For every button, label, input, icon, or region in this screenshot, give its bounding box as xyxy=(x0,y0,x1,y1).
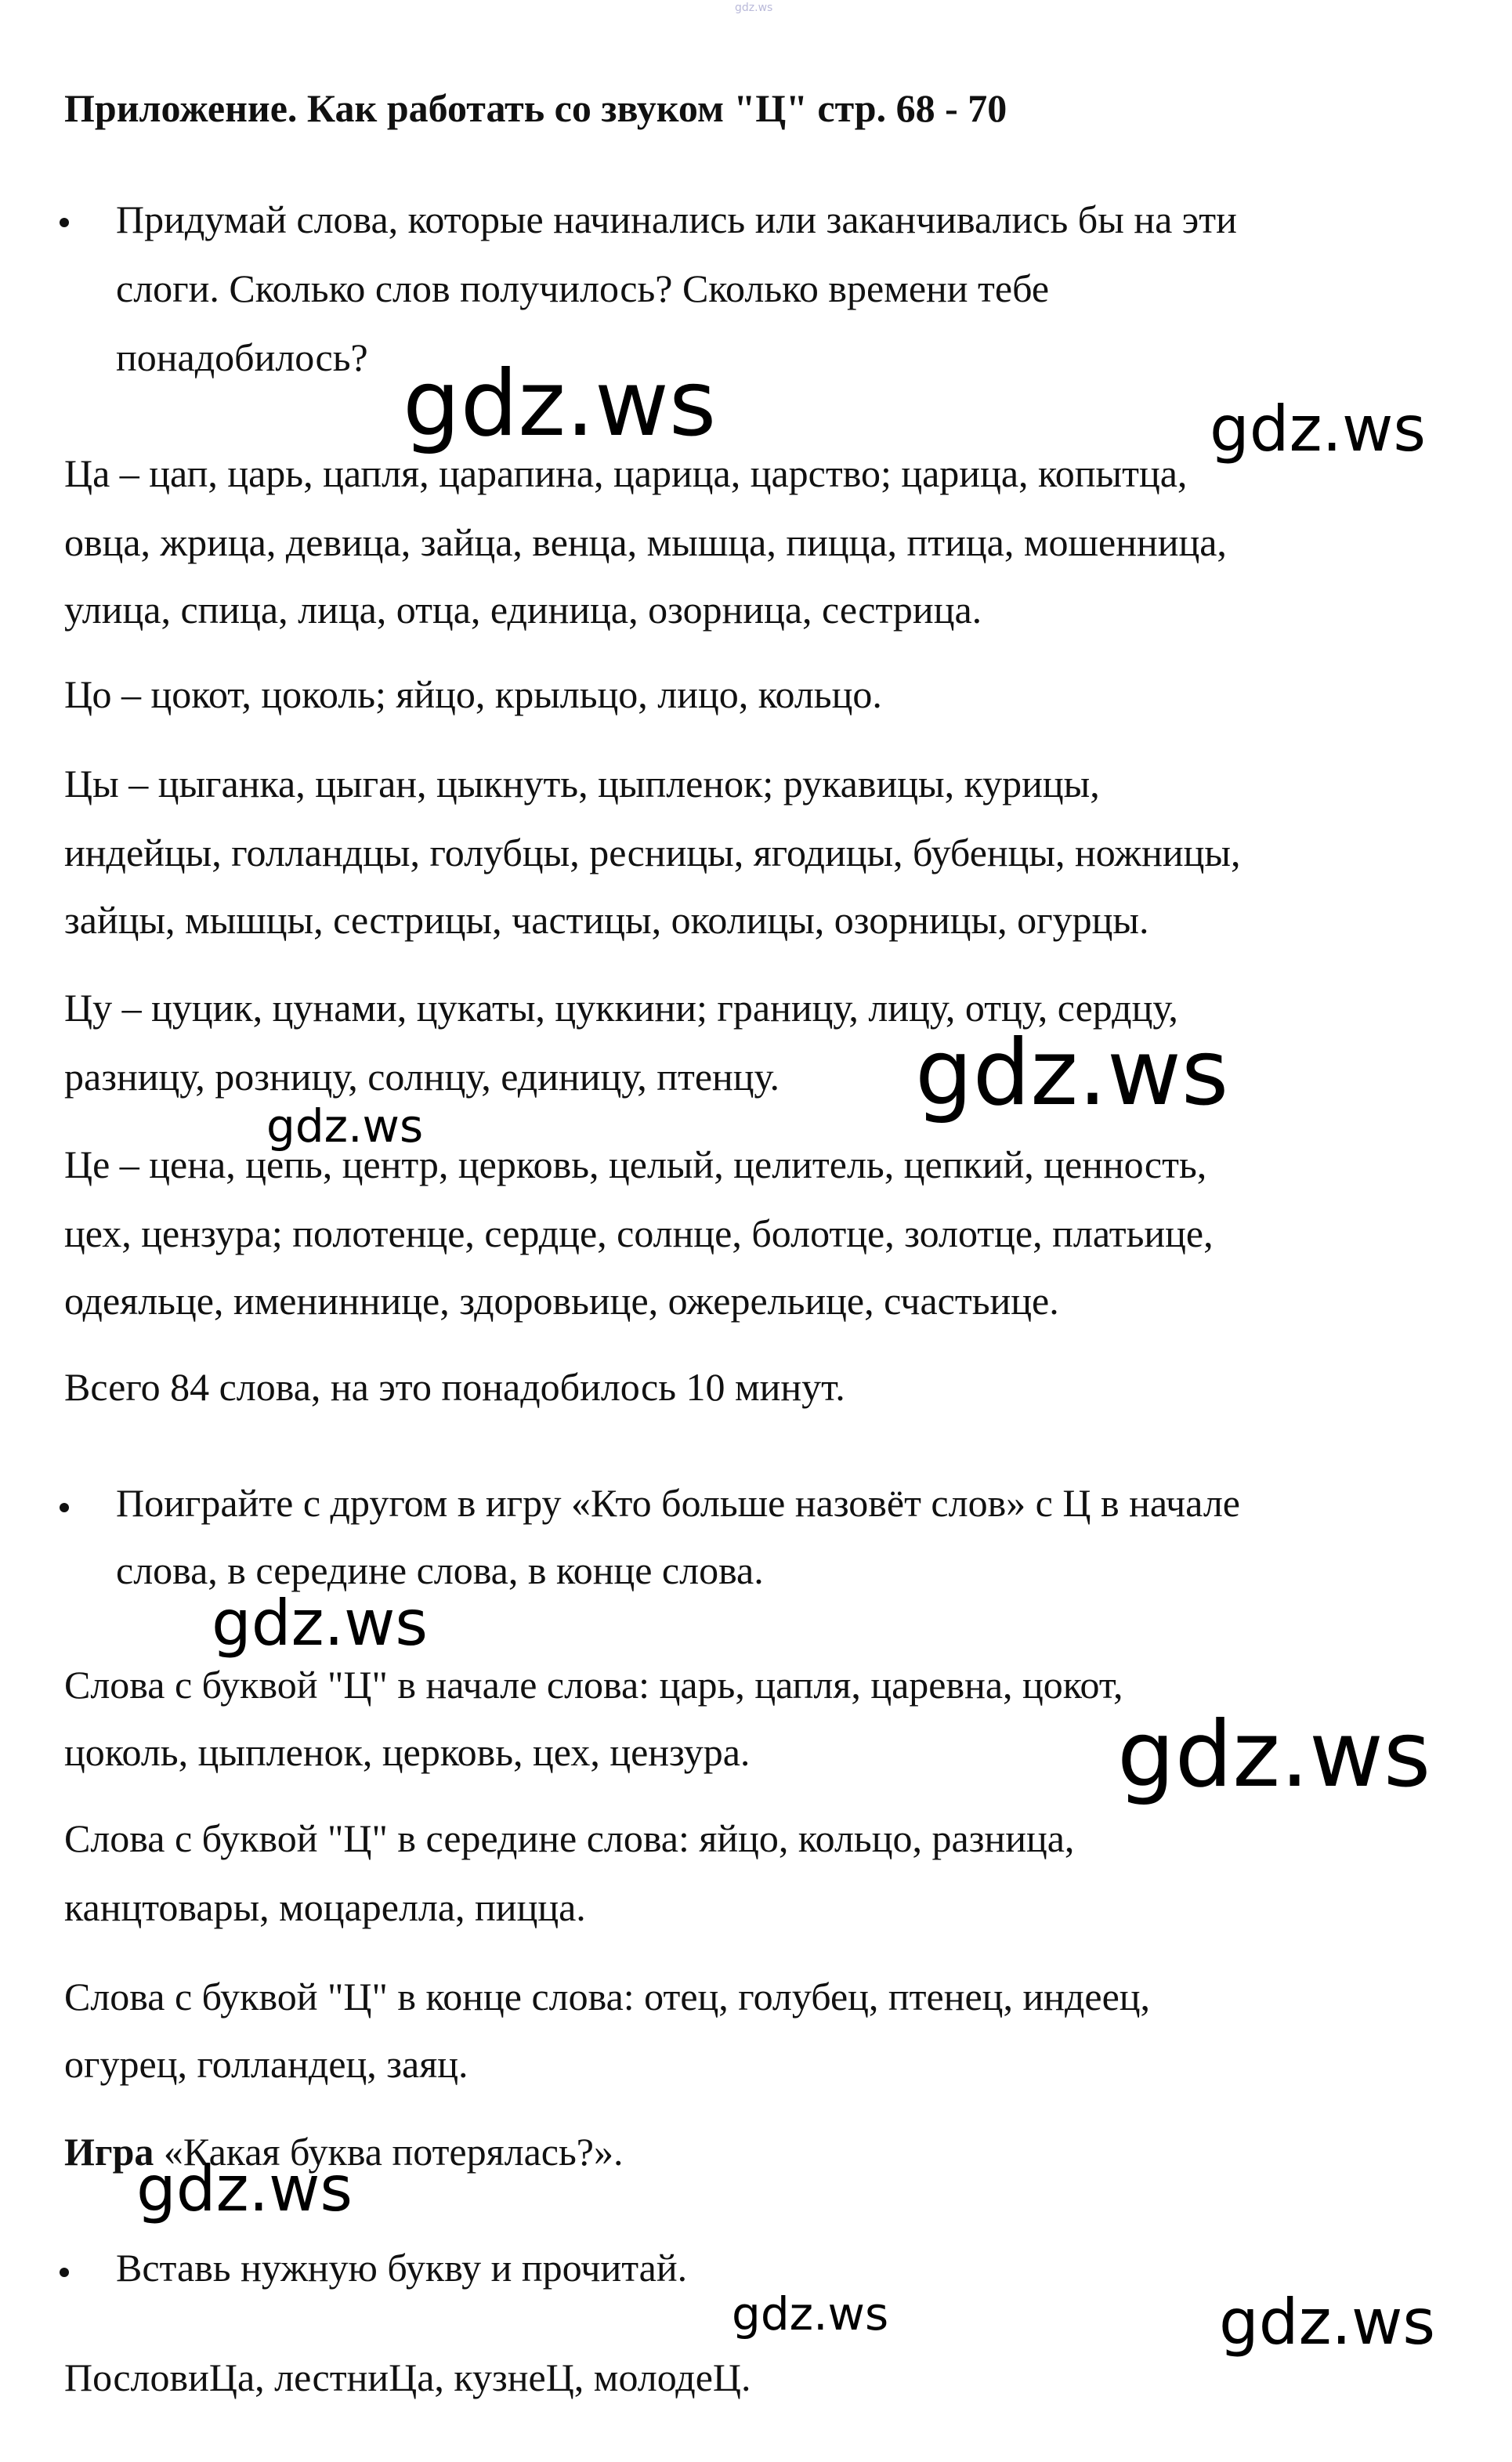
task1-line-3: понадобилось? xyxy=(116,335,368,379)
watermark: gdz.ws xyxy=(1117,1702,1431,1808)
watermark: gdz.ws xyxy=(1210,393,1427,465)
watermark: gdz.ws xyxy=(1219,2286,1436,2359)
start-line-2: цоколь, цыпленок, церковь, цех, цензура. xyxy=(64,1730,751,1774)
co-line: Цо – цокот, цоколь; яйцо, крыльцо, лицо, кольцо. xyxy=(64,672,882,716)
watermark: gdz.ws xyxy=(136,2152,353,2225)
end-line-1: Слова с буквой "Ц" в конце слова: отец, голубец, птенец, индеец, xyxy=(64,1975,1151,2018)
page-title: Приложение. Как работать со звуком "Ц" стр. 68 - 70 xyxy=(64,86,1007,130)
watermark: gdz.ws xyxy=(732,2287,889,2341)
watermark: gdz.ws xyxy=(212,1587,429,1660)
ca-line-2: овца, жрица, девица, зайца, венца, мышца, пицца, птица, мошенница, xyxy=(64,520,1227,564)
task3-line: Вставь нужную букву и прочитай. xyxy=(116,2246,688,2290)
bullet-marker xyxy=(60,218,69,227)
ce-line-1: Це – цена, цепь, центр, церковь, целый, целитель, цепкий, ценность, xyxy=(64,1142,1207,1186)
total-line: Всего 84 слова, на это понадобилось 10 минут. xyxy=(64,1365,845,1409)
cy-line-1: Цы – цыганка, цыган, цыкнуть, цыпленок; рукавицы, курицы, xyxy=(64,762,1100,806)
watermark: gdz.ws xyxy=(915,1020,1229,1126)
task1-line-1: Придумай слова, которые начинались или заканчивались бы на эти xyxy=(116,197,1237,241)
cy-line-2: индейцы, голландцы, голубцы, ресницы, ягодицы, бубенцы, ножницы, xyxy=(64,831,1241,874)
bullet-marker xyxy=(60,1503,69,1512)
cy-line-3: зайцы, мышцы, сестрицы, частицы, околицы, озорницы, огурцы. xyxy=(64,898,1149,942)
watermark: gdz.ws xyxy=(266,1099,424,1153)
ca-line-1: Ца – цап, царь, цапля, царапина, царица, царство; царица, копытца, xyxy=(64,451,1188,495)
ca-line-3: улица, спица, лица, отца, единица, озорница, сестрица. xyxy=(64,588,982,632)
middle-line-1: Слова с буквой "Ц" в середине слова: яйцо, кольцо, разница, xyxy=(64,1816,1075,1860)
middle-line-2: канцтовары, моцарелла, пицца. xyxy=(64,1885,586,1929)
game-text: «Какая буква потерялась?». xyxy=(154,2130,624,2174)
top-watermark: gdz.ws xyxy=(735,2,773,14)
bullet-marker xyxy=(60,2268,69,2277)
start-line-1: Слова с буквой "Ц" в начале слова: царь, цапля, царевна, цокот, xyxy=(64,1663,1123,1707)
task2-line-1: Поиграйте с другом в игру «Кто больше назовёт слов» с Ц в начале xyxy=(116,1481,1240,1525)
watermark: gdz.ws xyxy=(403,351,717,457)
answer-line: ПословиЦа, лестниЦа, кузнеЦ, молодеЦ. xyxy=(64,2355,751,2399)
ce-line-2: цех, цензура; полотенце, сердце, солнце, болотце, золотце, платьице, xyxy=(64,1211,1214,1255)
task2-line-2: слова, в середине слова, в конце слова. xyxy=(116,1548,764,1592)
game-label: Игра xyxy=(64,2130,154,2174)
task1-line-2: слоги. Сколько слов получилось? Сколько времени тебе xyxy=(116,266,1050,310)
cu-line-2: разницу, розницу, солнцу, единицу, птенцу. xyxy=(64,1055,780,1099)
ce-line-3: одеяльце, имениннице, здоровьице, ожерельице, счастьице. xyxy=(64,1279,1059,1323)
end-line-2: огурец, голландец, заяц. xyxy=(64,2042,468,2086)
cu-line-1: Цу – цуцик, цунами, цукаты, цуккини; границу, лицу, отцу, сердцу, xyxy=(64,986,1178,1030)
